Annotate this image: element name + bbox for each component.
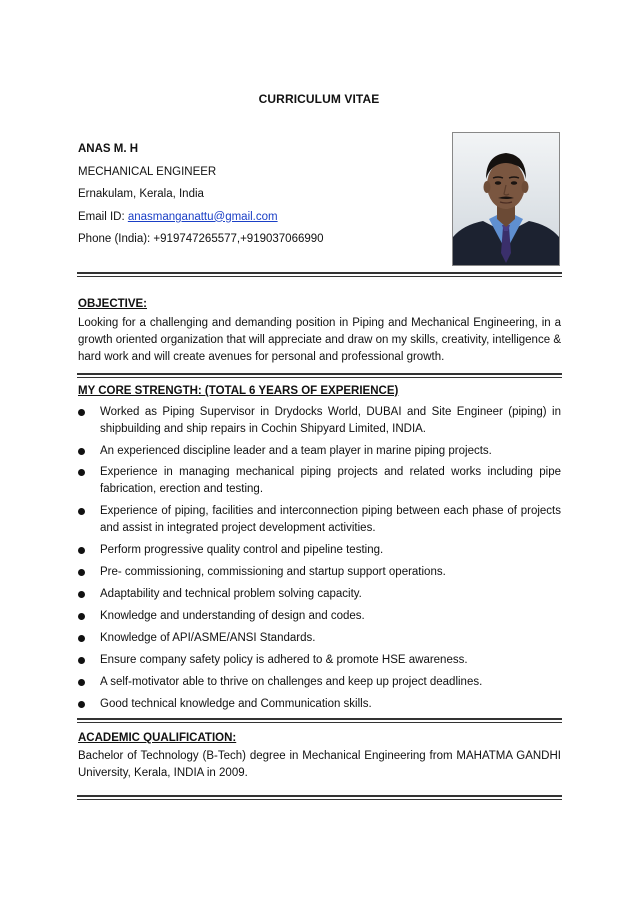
list-item-text: Good technical knowledge and Communication skills. — [100, 698, 372, 710]
bullet-icon — [78, 409, 85, 416]
bullet-icon — [78, 469, 85, 476]
objective-heading: OBJECTIVE: — [78, 298, 148, 310]
email-label: Email ID: — [78, 210, 128, 223]
list-item — [78, 564, 561, 581]
list-item-text: Knowledge and understanding of design and codes. — [100, 610, 365, 622]
candidate-role: MECHANICAL ENGINEER — [78, 165, 217, 178]
bullet-icon — [78, 701, 85, 708]
bullet-icon — [78, 679, 85, 686]
list-item-text: Experience in managing mechanical piping projects and related works including pipe fabrication, erection and testing. — [100, 466, 561, 495]
list-item — [78, 443, 561, 460]
academic-heading: ACADEMIC QUALIFICATION: — [78, 732, 237, 744]
core-strength-section — [78, 385, 561, 713]
list-item — [78, 630, 561, 647]
list-item — [78, 608, 561, 625]
list-item — [78, 696, 561, 713]
core-strength-divider — [77, 718, 562, 723]
bullet-icon — [78, 635, 85, 642]
list-item-text: Knowledge of API/ASME/ANSI Standards. — [100, 632, 316, 644]
bullet-icon — [78, 591, 85, 598]
email-link[interactable]: anasmanganattu@gmail.com — [127, 210, 278, 223]
bullet-icon — [78, 547, 85, 554]
bullet-icon — [78, 613, 85, 620]
list-item-text: Adaptability and technical problem solving capacity. — [100, 588, 362, 600]
list-item — [78, 404, 561, 438]
list-item — [78, 586, 561, 603]
list-item — [78, 464, 561, 498]
list-item-text: Experience of piping, facilities and interconnection piping between each phase of projects and assist in integrated project development activities. — [100, 505, 561, 534]
bullet-icon — [78, 448, 85, 455]
list-item-text: A self-motivator able to thrive on challenges and keep up project deadlines. — [100, 676, 483, 688]
phone-line: Phone (India): +919747265577,+919037066990 — [78, 233, 324, 245]
list-item — [78, 503, 561, 537]
header-divider — [77, 272, 562, 277]
list-item — [78, 542, 561, 559]
objective-text: Looking for a challenging and demanding position in Piping and Mechanical Engineering, in a growth oriented organization that will appreciate and draw on my skills, creativity, intelligence & hard work and will create avenues for personal and professional growth. — [78, 317, 561, 363]
core-strength-list — [78, 404, 561, 713]
candidate-location: Ernakulam, Kerala, India — [78, 188, 204, 200]
document-title: CURRICULUM VITAE — [258, 92, 380, 106]
academic-section — [78, 732, 561, 782]
list-item — [78, 652, 561, 669]
list-item-text: Worked as Piping Supervisor in Drydocks World, DUBAI and Site Engineer (piping) in shipbuilding and ship repairs in Cochin Shipyard Limited, INDIA. — [100, 406, 561, 435]
list-item-text: An experienced discipline leader and a team player in marine piping projects. — [100, 445, 492, 457]
list-item — [78, 674, 561, 691]
profile-photo — [452, 132, 560, 266]
list-item-text: Perform progressive quality control and pipeline testing. — [100, 544, 384, 556]
email-line — [78, 206, 324, 229]
bullet-icon — [78, 508, 85, 515]
candidate-name: ANAS M. H — [78, 143, 139, 155]
list-item-text: Ensure company safety policy is adhered to & promote HSE awareness. — [100, 654, 468, 666]
bullet-icon — [78, 657, 85, 664]
objective-section — [78, 298, 561, 366]
academic-divider — [77, 795, 562, 800]
core-strength-heading: MY CORE STRENGTH: (TOTAL 6 YEARS OF EXPERIENCE) — [78, 385, 399, 397]
academic-text: Bachelor of Technology (B-Tech) degree in Mechanical Engineering from MAHATMA GANDHI University, Kerala, INDIA in 2009. — [78, 750, 561, 779]
portrait-image — [453, 133, 559, 265]
bullet-icon — [78, 569, 85, 576]
contact-block — [78, 138, 324, 251]
objective-divider — [77, 373, 562, 378]
list-item-text: Pre- commissioning, commissioning and startup support operations. — [100, 566, 446, 578]
